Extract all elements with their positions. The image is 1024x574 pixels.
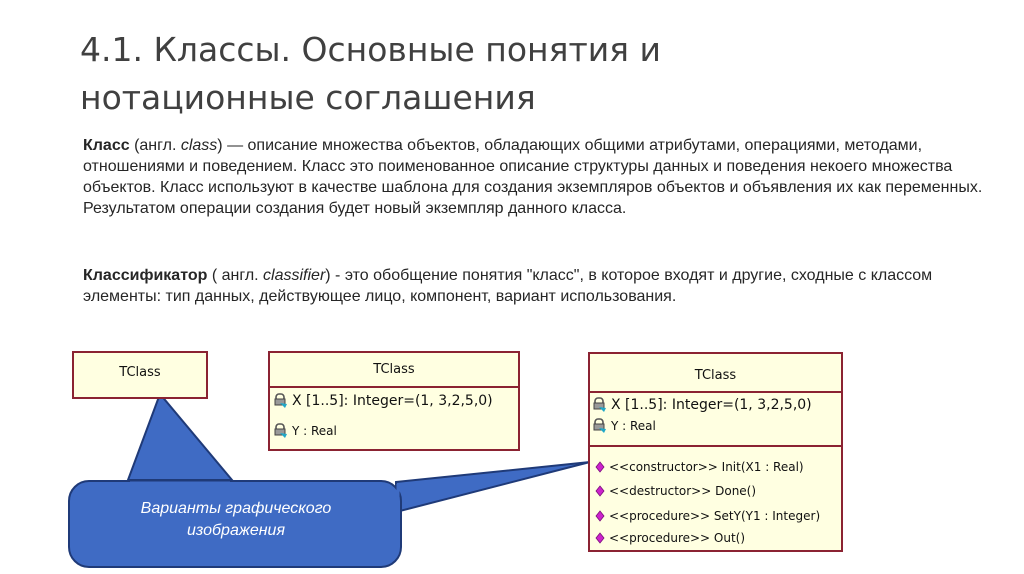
lock-attribute-icon (274, 423, 288, 439)
class-name: TClass (694, 368, 737, 383)
lock-attribute-icon (274, 393, 288, 409)
callout-pointer (128, 394, 232, 480)
operation-row (595, 531, 745, 545)
callout-text (102, 498, 370, 542)
class-box-simple (72, 351, 208, 399)
operation-text: <<destructor>> Done() (609, 484, 757, 498)
attribute-text: Y : Real (292, 424, 337, 438)
callout-line-1: Варианты графического (140, 500, 332, 517)
attribute-row (593, 418, 656, 434)
operation-diamond-icon (595, 485, 605, 497)
callout-pointer-right (396, 462, 590, 512)
classifier-definition-text: ) - это обобщение понятия "класс", в которое входят и другие, сходные с классом элементы: тип данных, действующее лицо, компонент, вариант использования. (83, 267, 933, 305)
attribute-text: X [1..5]: Integer=(1, 3,2,5,0) (611, 397, 812, 413)
paren-open: ( англ. (207, 267, 264, 284)
compartment-divider (590, 445, 841, 447)
attribute-row (274, 423, 337, 439)
compartment-divider (590, 391, 841, 393)
term-class: Класс (83, 137, 130, 154)
attribute-text: Y : Real (611, 419, 656, 433)
operation-diamond-icon (595, 510, 605, 522)
title-line-2: нотационные соглашения (80, 78, 536, 117)
class-name: TClass (119, 365, 161, 380)
operation-row (595, 460, 804, 474)
term-classifier-en: classifier (263, 267, 326, 284)
title-line-1: 4.1. Классы. Основные понятия и (80, 30, 661, 69)
lock-attribute-icon (593, 418, 607, 434)
paren-open: (англ. (129, 137, 181, 154)
attribute-text: X [1..5]: Integer=(1, 3,2,5,0) (292, 393, 493, 409)
operation-row (595, 484, 756, 498)
class-definition-text: ) — описание множества объектов, обладающих общими атрибутами, операциями, методами, отношениями и поведением. Класс это поименованное описание структуры данных и поведения некоего множества объектов. Класс используют в качестве шаблона для создания экземпляров объектов и объявления их как переменных. Результатом операции создания будет новый экземпляр данного класса. (83, 137, 983, 217)
callout-line-2: изображения (186, 522, 285, 539)
attribute-row (593, 397, 812, 413)
operation-row (595, 509, 820, 523)
class-box-full (588, 352, 843, 552)
operation-text: <<procedure>> SetY(Y1 : Integer) (609, 509, 821, 523)
operation-diamond-icon (595, 532, 605, 544)
term-class-en: class (180, 137, 218, 154)
lock-attribute-icon (593, 397, 607, 413)
term-classifier: Классификатор (83, 267, 208, 284)
attribute-row (274, 393, 493, 409)
operation-diamond-icon (595, 461, 605, 473)
operation-text: <<constructor>> Init(X1 : Real) (609, 460, 804, 474)
class-name: TClass (373, 362, 415, 377)
operation-text: <<procedure>> Out() (609, 531, 746, 545)
class-box-attributes (268, 351, 520, 451)
compartment-divider (270, 386, 518, 388)
